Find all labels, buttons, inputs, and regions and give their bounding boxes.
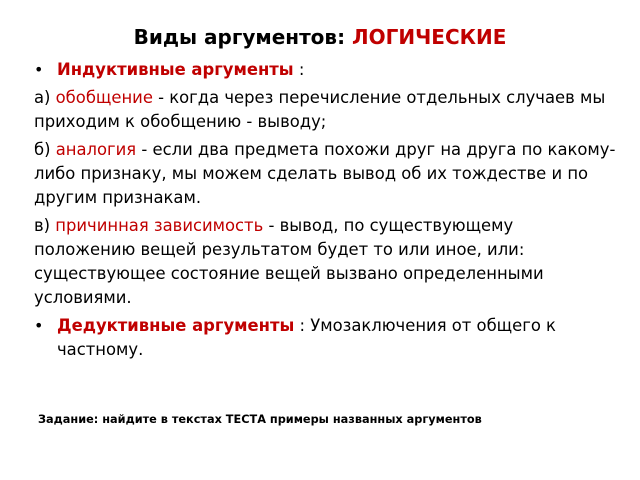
- bullet-head-deductive: Дедуктивные аргументы: [57, 316, 295, 335]
- item-generalization: [34, 86, 618, 134]
- bullet-marker: •: [34, 60, 44, 79]
- title-accent: ЛОГИЧЕСКИЕ: [352, 25, 507, 49]
- item-analogy: [34, 138, 618, 210]
- bullet-inductive: [34, 58, 618, 82]
- item-term: причинная зависимость: [55, 216, 264, 235]
- item-term: обобщение: [55, 88, 153, 107]
- item-text: - вывод, по существующему положению вещей результатом будет то или иное, или: существующее состояние вещей вызвано определенными условиями.: [34, 216, 544, 307]
- title-prefix: Виды аргументов:: [133, 25, 353, 49]
- item-causal: [34, 214, 618, 310]
- bullet-deductive: [34, 314, 618, 362]
- item-term: аналогия: [55, 140, 137, 159]
- item-letter: в): [34, 216, 56, 235]
- bullet-head-inductive: Индуктивные аргументы: [57, 60, 294, 79]
- task-text: Задание: найдите в текстах ТЕСТА примеры названных аргументов: [38, 413, 482, 426]
- slide-content: [34, 58, 618, 366]
- slide-title: [0, 24, 640, 50]
- item-letter: б): [34, 140, 56, 159]
- bullet-tail-deductive: : Умозаключения от общего к частному.: [57, 316, 556, 359]
- item-text: - когда через перечисление отдельных случаев мы приходим к обобщению - выводу;: [34, 88, 606, 131]
- bullet-tail-inductive: :: [293, 60, 305, 79]
- bullet-marker: •: [34, 316, 44, 335]
- item-letter: а): [34, 88, 56, 107]
- item-text: - если два предмета похожи друг на друга по какому-либо признаку, мы можем сделать вывод об их тождестве и по другим признакам.: [34, 140, 616, 207]
